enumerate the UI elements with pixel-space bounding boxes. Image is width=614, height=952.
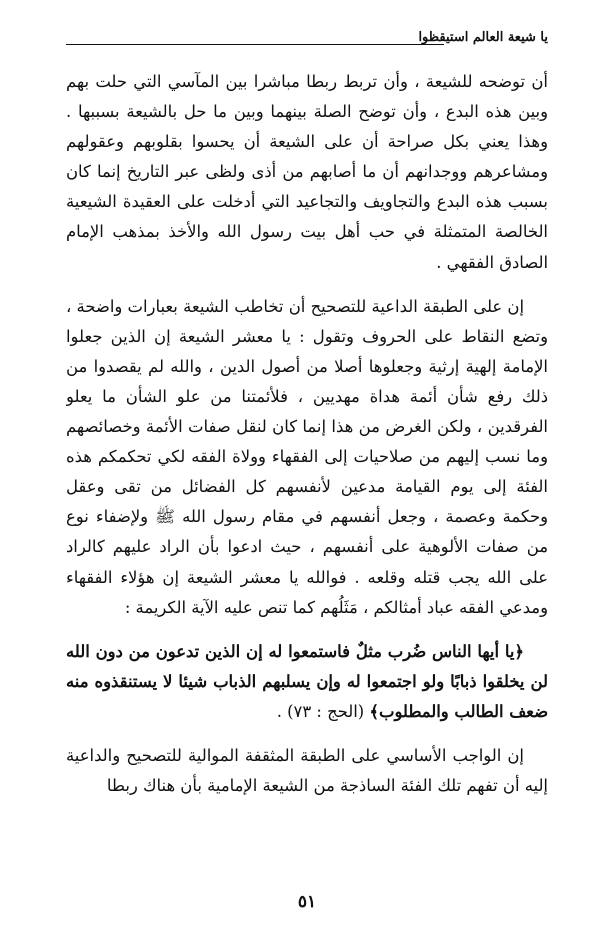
quran-verse-paragraph	[66, 637, 548, 727]
page-number: ٥١	[297, 892, 317, 912]
running-header-title: يا شيعة العالم استيقظوا	[418, 30, 548, 45]
paragraph-3: إن الواجب الأساسي على الطبقة المثقفة الموالية للتصحيح والداعية إليه أن تفهم تلك الفئة الساذجة من الشيعة الإمامية بأن هناك ربطا	[66, 745, 548, 796]
header-rule	[66, 44, 444, 45]
paragraph-1: أن توضحه للشيعة ، وأن تربط ربطا مباشرا بين المآسي التي حلت بهم وبين هذه البدع ، وأن توضح الصلة بينهما وبين ما حل بالشيعة بسببها . وهذا يعني بكل صراحة أن على الشيعة أن يحسوا بقلوبهم وعقولهم ومشاعرهم ووجدانهم أن ما أصابهم من أذى ولظى عبر التاريخ إنما كان بسبب هذه البدع والتجاويف والتجاعيد التي أدخلت على العقيدة الشيعية الخالصة المتمثلة في حب أهل بيت رسول الله والأخذ بمذهب الإمام الصادق الفقهي .	[66, 72, 548, 272]
quran-verse-text: ﴿يا أيها الناس ضُرب مثلٌ فاستمعوا له إن الذين تدعون من دون الله لن يخلقوا ذبابًا ولو اجتمعوا له وإن يسلبهم الذباب شيئا لا يستنقذوه منه ضعف الطالب والمطلوب﴾	[66, 641, 548, 721]
body-text	[66, 67, 548, 887]
quran-verse-reference: (الحج : ٧٣) .	[276, 701, 365, 721]
paragraph-2: إن على الطبقة الداعية للتصحيح أن تخاطب الشيعة بعبارات واضحة ، وتضع النقاط على الحروف وتقول : يا معشر الشيعة إن الذين جعلوا الإمامة إلهية إرثية وجعلوها أصلا من أصول الدين ، والله لم يقصدوا من ذلك رفع شأن أئمة هداة مهديين ، فلأئمتنا من علو الشأن ما يعلو الفرقدين ، ولكن الغرض من هذا إنما كان لنقل صفات الأئمة وخصائصهم وما نسب إليهم من صلاحيات إلى الفقهاء وولاة الفقه لكي تحكمكم هذه الفئة إلى يوم القيامة مدعين لأنفسهم كل الفضائل من تقى وعقل وحكمة وعصمة ، وجعل أنفسهم في مقام رسول الله ﷺ ولإضفاء نوع من صفات الألوهية على أنفسهم ، حيث ادعوا بأن الراد عليهم كالراد على الله يجب قتله وقلعه . فوالله يا معشر الشيعة إن هؤلاء الفقهاء ومدعي الفقه عباد أمثالكم ، مَثَلُهم كما تنص عليه الآية الكريمة :	[66, 296, 548, 617]
